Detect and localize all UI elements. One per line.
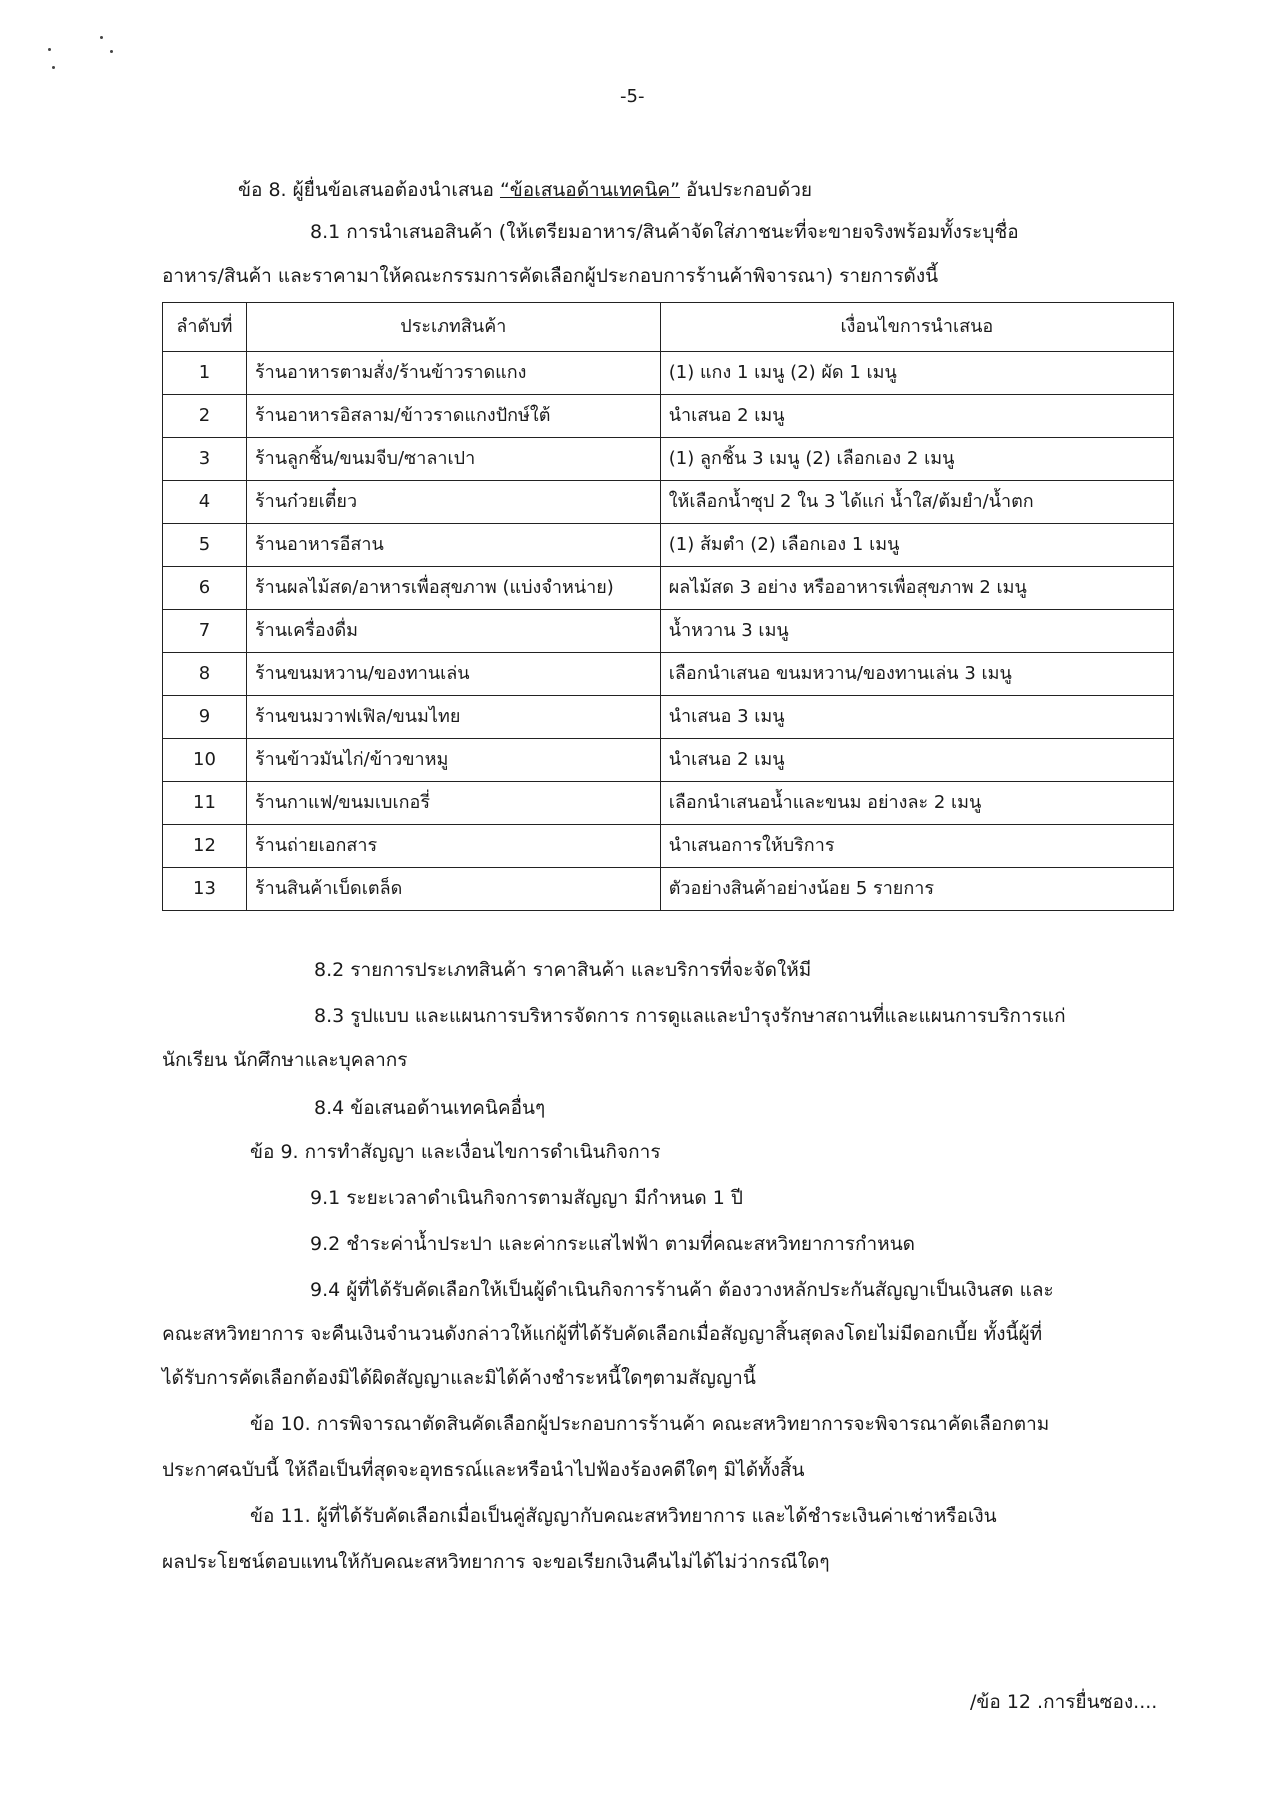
row-no: 3	[163, 438, 247, 481]
row-condition: ให้เลือกน้ำซุป 2 ใน 3 ได้แก่ น้ำใส/ต้มยำ/น้ำตก	[660, 481, 1173, 524]
section-9-4-line2: คณะสหวิทยาการ จะคืนเงินจำนวนดังกล่าวให้แก่ผู้ที่ได้รับคัดเลือกเมื่อสัญญาสิ้นสุดลงโดยไม่มีดอกเบี้ย ทั้งนี้ผู้ที่	[162, 1323, 1043, 1345]
product-table	[162, 302, 1174, 911]
clause8-heading	[238, 178, 812, 202]
clause11-line1: ข้อ 11. ผู้ที่ได้รับคัดเลือกเมื่อเป็นคู่สัญญากับคณะสหวิทยาการ และได้ชำระเงินค่าเช่าหรือเงิน	[250, 1505, 997, 1527]
table-row	[163, 782, 1174, 825]
row-no: 8	[163, 653, 247, 696]
table-row	[163, 868, 1174, 911]
row-type: ร้านขนมหวาน/ของทานเล่น	[246, 653, 660, 696]
row-type: ร้านอาหารอีสาน	[246, 524, 660, 567]
table-row	[163, 696, 1174, 739]
table-row	[163, 567, 1174, 610]
table-row	[163, 438, 1174, 481]
clause10-line1: ข้อ 10. การพิจารณาตัดสินคัดเลือกผู้ประกอบการร้านค้า คณะสหวิทยาการจะพิจารณาคัดเลือกตาม	[250, 1413, 1050, 1435]
clause8-quote: “ข้อเสนอด้านเทคนิค”	[499, 179, 680, 201]
section-8-2: 8.2 รายการประเภทสินค้า ราคาสินค้า และบริการที่จะจัดให้มี	[314, 959, 812, 981]
table-row	[163, 352, 1174, 395]
section-8-3-line1: 8.3 รูปแบบ และแผนการบริหารจัดการ การดูแลและบำรุงรักษาสถานที่และแผนการบริการแก่	[314, 1005, 1066, 1027]
section-8-1-line2: อาหาร/สินค้า และราคามาให้คณะกรรมการคัดเลือกผู้ประกอบการร้านค้าพิจารณา) รายการดังนี้	[162, 265, 939, 287]
row-no: 11	[163, 782, 247, 825]
table-row	[163, 610, 1174, 653]
row-type: ร้านลูกชิ้น/ขนมจีบ/ซาลาเปา	[246, 438, 660, 481]
row-no: 7	[163, 610, 247, 653]
clause8-lead: ข้อ 8. ผู้ยื่นข้อเสนอต้องนำเสนอ	[238, 179, 500, 201]
row-no: 10	[163, 739, 247, 782]
row-no: 12	[163, 825, 247, 868]
row-type: ร้านผลไม้สด/อาหารเพื่อสุขภาพ (แบ่งจำหน่าย)	[246, 567, 660, 610]
table-row	[163, 739, 1174, 782]
row-type: ร้านอาหารอิสลาม/ข้าวราดแกงปักษ์ใต้	[246, 395, 660, 438]
row-type: ร้านถ่ายเอกสาร	[246, 825, 660, 868]
header-no: ลำดับที่	[163, 303, 247, 352]
scan-speck	[48, 48, 51, 51]
row-condition: นำเสนอการให้บริการ	[660, 825, 1173, 868]
row-condition: (1) ส้มตำ (2) เลือกเอง 1 เมนู	[660, 524, 1173, 567]
section-9-1: 9.1 ระยะเวลาดำเนินกิจการตามสัญญา มีกำหนด 1 ปี	[310, 1187, 743, 1209]
clause10-line2: ประกาศฉบับนี้ ให้ถือเป็นที่สุดจะอุทธรณ์และหรือนำไปฟ้องร้องคดีใดๆ มิได้ทั้งสิ้น	[162, 1459, 805, 1481]
header-type: ประเภทสินค้า	[246, 303, 660, 352]
continuation-note: /ข้อ 12 .การยื่นซอง....	[970, 1691, 1158, 1713]
row-condition: (1) แกง 1 เมนู (2) ผัด 1 เมนู	[660, 352, 1173, 395]
row-type: ร้านขนมวาฟเฟิล/ขนมไทย	[246, 696, 660, 739]
clause8-tail: อันประกอบด้วย	[679, 179, 812, 201]
row-condition: (1) ลูกชิ้น 3 เมนู (2) เลือกเอง 2 เมนู	[660, 438, 1173, 481]
row-no: 2	[163, 395, 247, 438]
clause9-heading: ข้อ 9. การทำสัญญา และเงื่อนไขการดำเนินกิจการ	[250, 1141, 661, 1163]
table-header-row	[163, 303, 1174, 352]
row-type: ร้านข้าวมันไก่/ข้าวขาหมู	[246, 739, 660, 782]
row-condition: นำเสนอ 2 เมนู	[660, 395, 1173, 438]
scan-speck	[100, 36, 103, 39]
section-8-4: 8.4 ข้อเสนอด้านเทคนิคอื่นๆ	[314, 1097, 546, 1119]
row-condition: นำเสนอ 2 เมนู	[660, 739, 1173, 782]
row-condition: เลือกนำเสนอน้ำและขนม อย่างละ 2 เมนู	[660, 782, 1173, 825]
row-type: ร้านก๋วยเตี๋ยว	[246, 481, 660, 524]
section-8-1-line1: 8.1 การนำเสนอสินค้า (ให้เตรียมอาหาร/สินค้าจัดใส่ภาชนะที่จะขายจริงพร้อมทั้งระบุชื่อ	[310, 221, 1019, 243]
scan-speck	[52, 66, 55, 69]
row-no: 6	[163, 567, 247, 610]
row-condition: ผลไม้สด 3 อย่าง หรืออาหารเพื่อสุขภาพ 2 เมนู	[660, 567, 1173, 610]
row-type: ร้านอาหารตามสั่ง/ร้านข้าวราดแกง	[246, 352, 660, 395]
row-type: ร้านเครื่องดื่ม	[246, 610, 660, 653]
row-no: 1	[163, 352, 247, 395]
table-row	[163, 825, 1174, 868]
table-row	[163, 524, 1174, 567]
table-row	[163, 653, 1174, 696]
header-condition: เงื่อนไขการนำเสนอ	[660, 303, 1173, 352]
row-no: 5	[163, 524, 247, 567]
section-9-2: 9.2 ชำระค่าน้ำประปา และค่ากระแสไฟฟ้า ตามที่คณะสหวิทยาการกำหนด	[310, 1233, 916, 1255]
section-9-4-line1: 9.4 ผู้ที่ได้รับคัดเลือกให้เป็นผู้ดำเนินกิจการร้านค้า ต้องวางหลักประกันสัญญาเป็นเงินสด และ	[310, 1279, 1054, 1301]
row-type: ร้านกาแฟ/ขนมเบเกอรี่	[246, 782, 660, 825]
row-condition: น้ำหวาน 3 เมนู	[660, 610, 1173, 653]
table-row	[163, 481, 1174, 524]
row-no: 4	[163, 481, 247, 524]
table-row	[163, 395, 1174, 438]
scan-speck	[110, 50, 113, 53]
clause11-line2: ผลประโยชน์ตอบแทนให้กับคณะสหวิทยาการ จะขอเรียกเงินคืนไม่ได้ไม่ว่ากรณีใดๆ	[162, 1551, 830, 1573]
row-type: ร้านสินค้าเบ็ดเตล็ด	[246, 868, 660, 911]
row-condition: เลือกนำเสนอ ขนมหวาน/ของทานเล่น 3 เมนู	[660, 653, 1173, 696]
row-no: 9	[163, 696, 247, 739]
section-8-3-line2: นักเรียน นักศึกษาและบุคลากร	[162, 1049, 408, 1071]
page-number: -5-	[620, 86, 645, 107]
row-condition: ตัวอย่างสินค้าอย่างน้อย 5 รายการ	[660, 868, 1173, 911]
row-condition: นำเสนอ 3 เมนู	[660, 696, 1173, 739]
section-9-4-line3: ได้รับการคัดเลือกต้องมิได้ผิดสัญญาและมิได้ค้างชำระหนี้ใดๆตามสัญญานี้	[162, 1367, 756, 1389]
row-no: 13	[163, 868, 247, 911]
